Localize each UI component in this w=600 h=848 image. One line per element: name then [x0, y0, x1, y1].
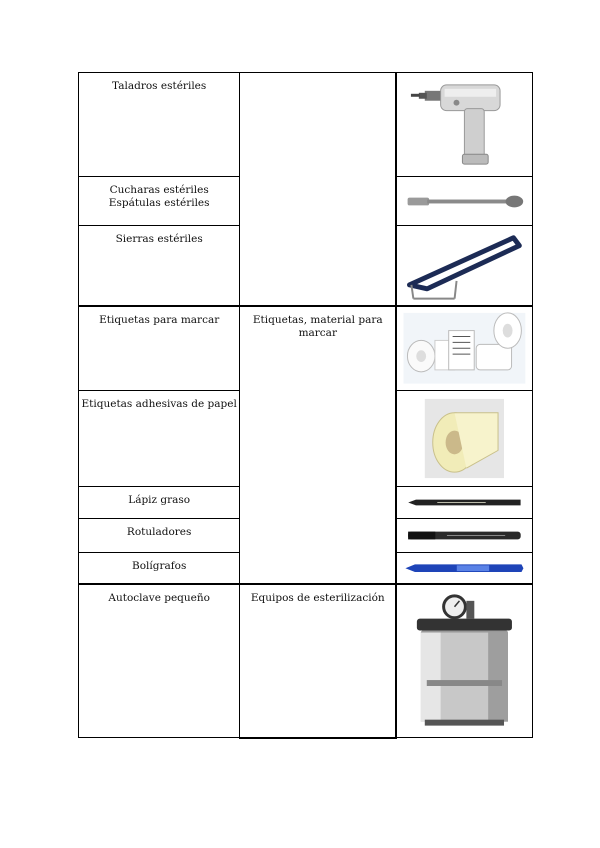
ballpoint-pen-image — [397, 553, 532, 583]
category-cell — [240, 584, 396, 738]
image-cell — [396, 73, 532, 177]
table-row — [79, 306, 533, 391]
sterile-drill-image — [397, 73, 532, 176]
label-rolls-image — [397, 307, 532, 391]
item-label-line2: Espátulas estériles — [108, 197, 210, 209]
spatula-spoon-image — [397, 177, 532, 225]
category-label: Equipos de esterilización — [250, 591, 385, 604]
table-row — [79, 73, 533, 177]
image-cell — [396, 584, 532, 738]
bone-saw-image — [397, 226, 532, 305]
item-cell — [79, 519, 240, 553]
item-label: Etiquetas adhesivas de papel — [81, 398, 237, 410]
item-cell — [79, 73, 240, 177]
table-row — [79, 584, 533, 738]
category-cell — [240, 306, 396, 584]
item-cell — [79, 226, 240, 306]
image-cell — [396, 391, 532, 487]
category-cell-empty — [240, 73, 396, 306]
image-cell — [396, 226, 532, 306]
adhesive-label-roll-image — [397, 391, 532, 486]
supplies-table — [78, 72, 533, 739]
item-cell — [79, 306, 240, 391]
item-cell — [79, 584, 240, 738]
item-label: Sierras estériles — [115, 233, 203, 245]
item-label: Lápiz graso — [128, 494, 191, 506]
image-cell — [396, 306, 532, 391]
marker-pen-image — [397, 519, 532, 552]
item-label: Etiquetas para marcar — [99, 313, 220, 326]
autoclave-image — [397, 585, 532, 738]
item-label-line1: Cucharas estériles — [109, 184, 209, 196]
image-cell — [396, 177, 532, 226]
grease-pencil-image — [397, 487, 532, 518]
image-cell — [396, 487, 532, 519]
item-label: Autoclave pequeño — [108, 591, 210, 604]
image-cell — [396, 519, 532, 553]
item-cell — [79, 553, 240, 584]
image-cell — [396, 553, 532, 584]
item-label: Bolígrafos — [131, 560, 187, 572]
item-label: Taladros estériles — [112, 80, 207, 92]
category-label: Etiquetas, material para marcar — [252, 313, 383, 339]
item-cell — [79, 391, 240, 487]
item-cell — [79, 177, 240, 226]
item-label: Rotuladores — [126, 526, 192, 538]
item-cell — [79, 487, 240, 519]
